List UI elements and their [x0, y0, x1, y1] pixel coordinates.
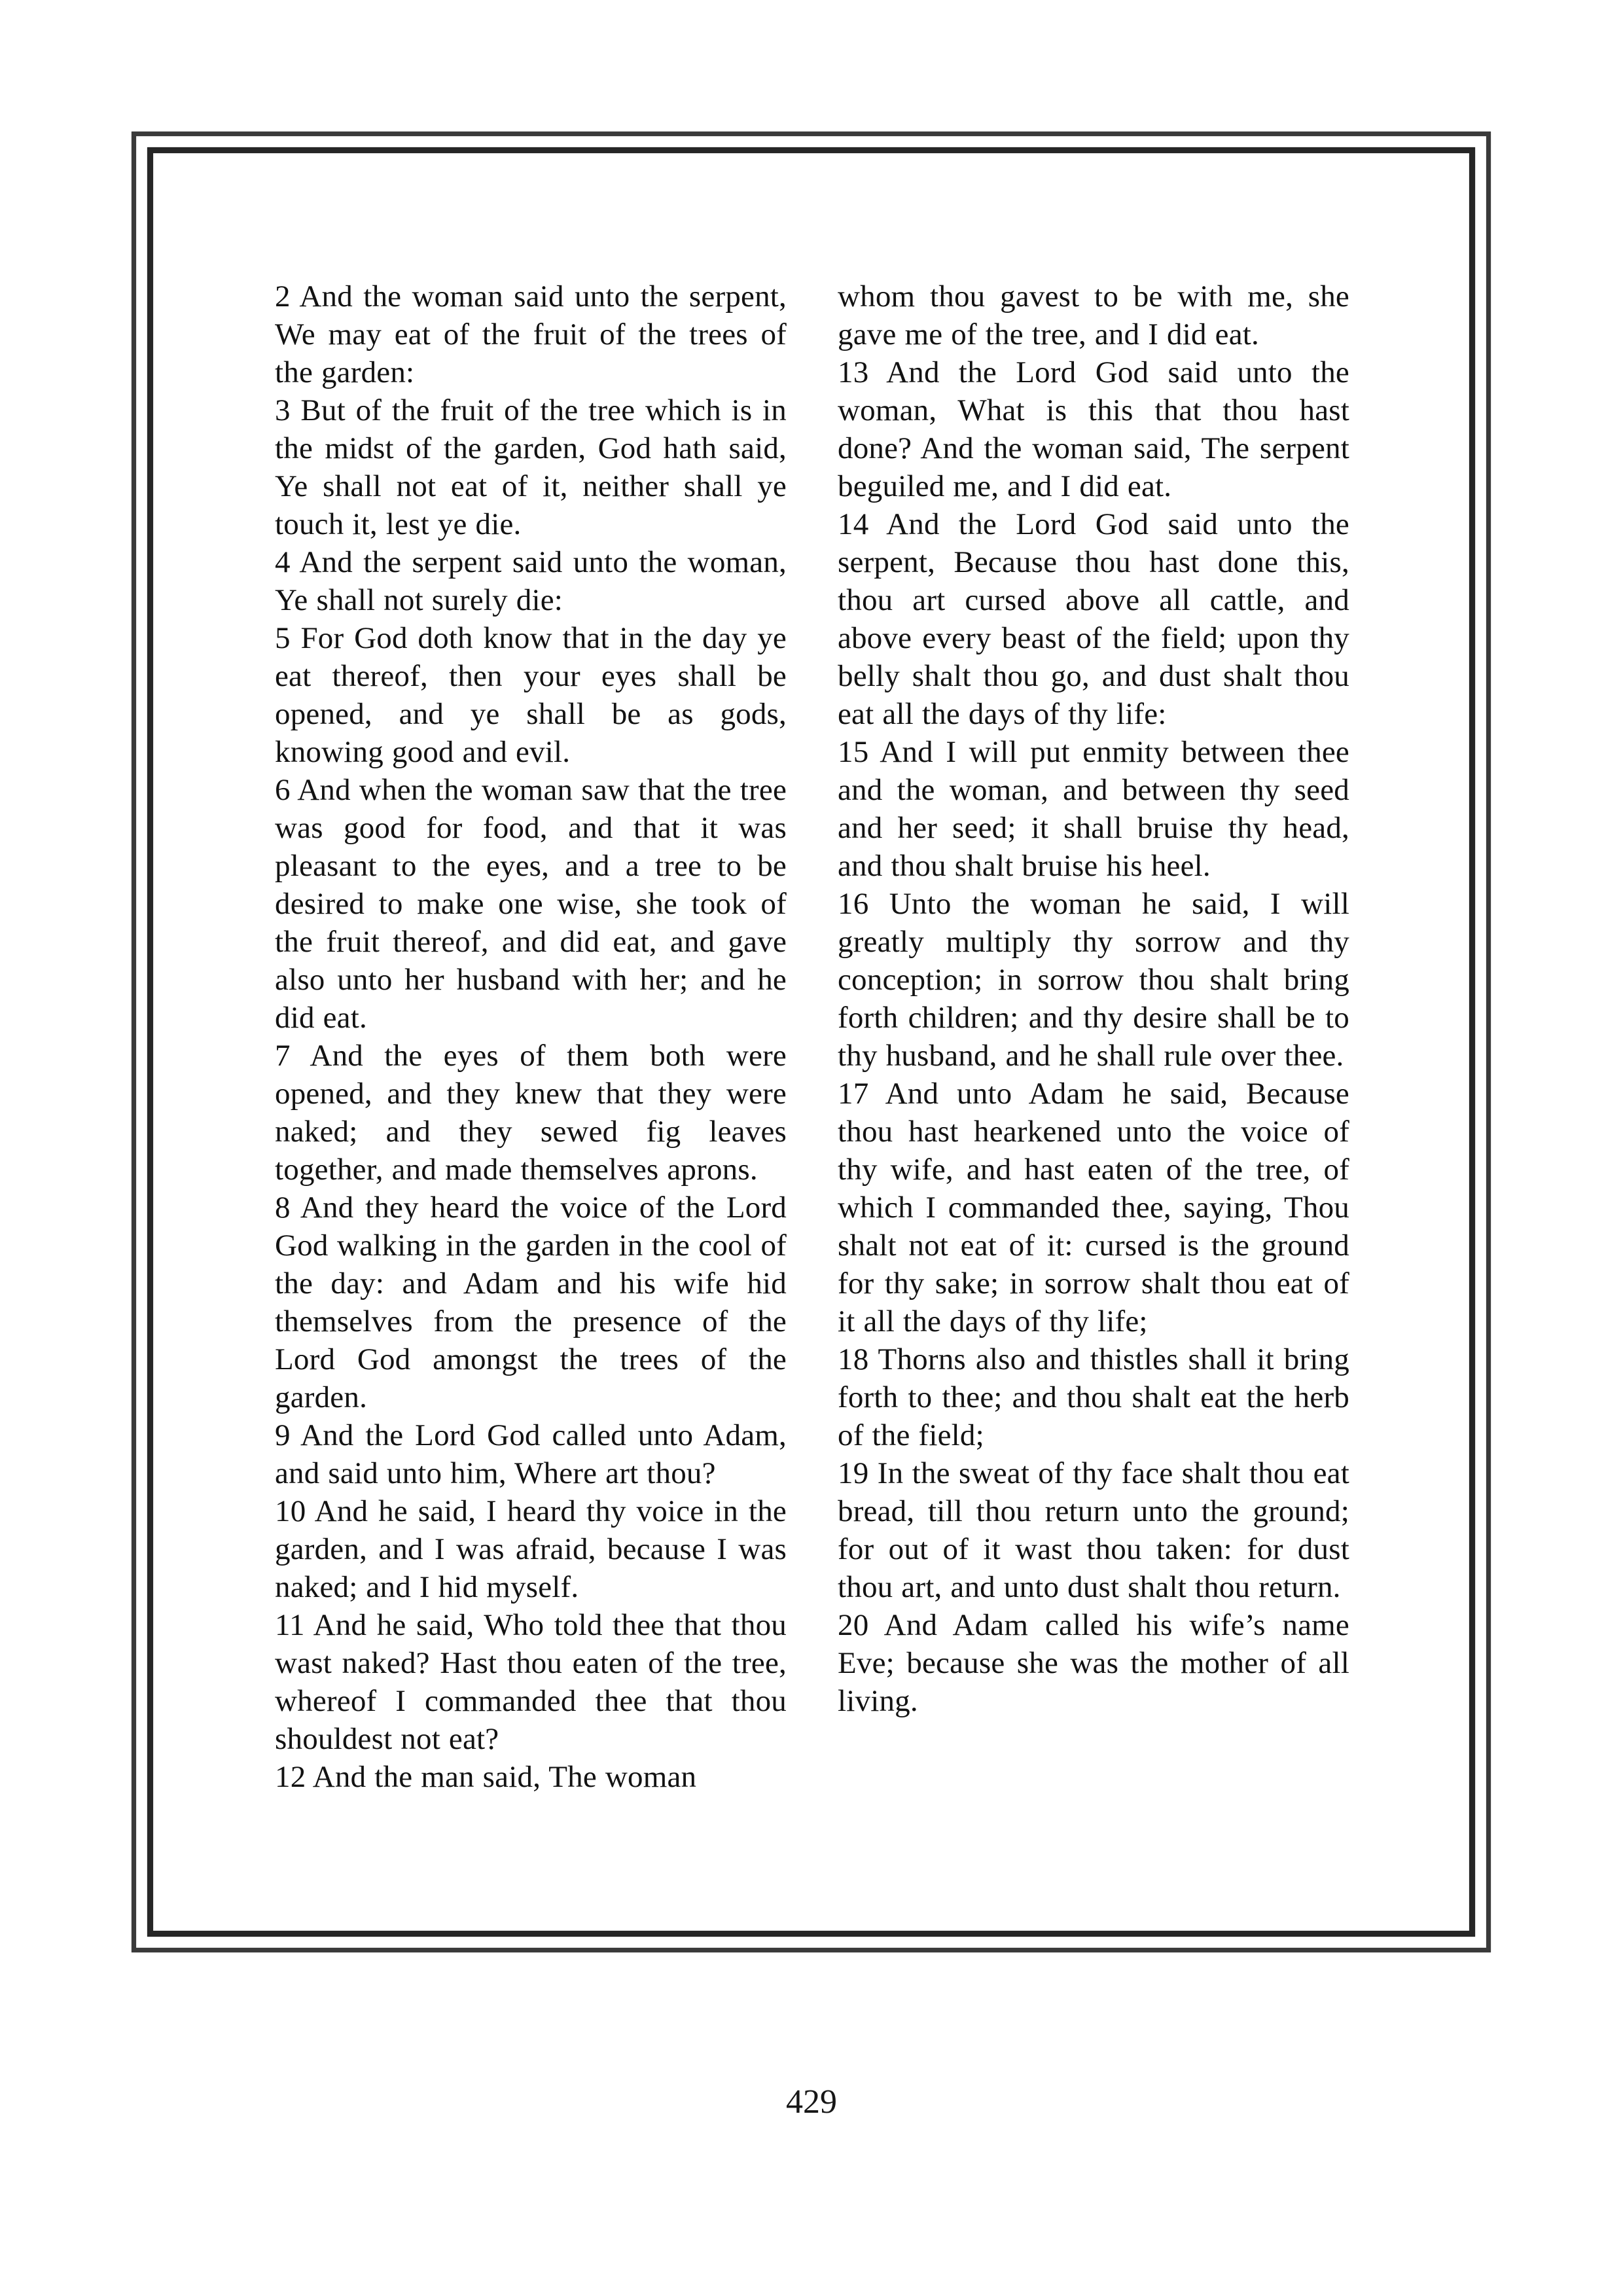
verse-14: 14 And the Lord God said unto the serpent, Because thou hast done this, thou art cursed above all cattle, and above every beast of the field; upon thy belly shalt thou go, and dust shalt thou eat all the days of thy life: — [838, 507, 1349, 731]
verse-6: 6 And when the woman saw that the tree was good for food, and that it was pleasant to the eyes, and a tree to be desired to make one wise, she took of the fruit thereof, and did eat, and gave also unto her husband with her; and he did eat. — [275, 773, 787, 1035]
verse-13: 13 And the Lord God said unto the woman, What is this that thou hast done? And the woman said, The serpent beguiled me, and I did eat. — [838, 355, 1349, 503]
text-columns — [275, 278, 1349, 1796]
page-number: 429 — [786, 2083, 837, 2121]
verse-10: 10 And he said, I heard thy voice in the garden, and I was afraid, because I was naked; and I hid myself. — [275, 1494, 787, 1604]
left-column — [275, 278, 787, 1796]
verse-4: 4 And the serpent said unto the woman, Ye shall not surely die: — [275, 545, 787, 617]
verse-12-part-1: 12 And the man said, The woman — [275, 1760, 697, 1794]
verse-18: 18 Thorns also and thistles shall it bring forth to thee; and thou shalt eat the herb of the field; — [838, 1342, 1349, 1452]
right-column — [838, 278, 1349, 1796]
verse-3: 3 But of the fruit of the tree which is in the midst of the garden, God hath said, Ye shall not eat of it, neither shall ye touch it, lest ye die. — [275, 393, 787, 541]
verse-12-part-2: whom thou gavest to be with me, she gave me of the tree, and I did eat. — [838, 279, 1349, 351]
verse-5: 5 For God doth know that in the day ye eat thereof, then your eyes shall be opened, and ye shall be as gods, knowing good and evil. — [275, 621, 787, 769]
verse-11: 11 And he said, Who told thee that thou wast naked? Hast thou eaten of the tree, whereof I commanded thee that thou shouldest not eat? — [275, 1608, 787, 1756]
verse-20: 20 And Adam called his wife’s name Eve; because she was the mother of all living. — [838, 1608, 1349, 1718]
verse-7: 7 And the eyes of them both were opened, and they knew that they were naked; and they sewed fig leaves together, and made themselves aprons. — [275, 1039, 787, 1187]
verse-15: 15 And I will put enmity between thee and the woman, and between thy seed and her seed; it shall bruise thy head, and thou shalt bruise his heel. — [838, 735, 1349, 883]
verse-9: 9 And the Lord God called unto Adam, and said unto him, Where art thou? — [275, 1418, 787, 1490]
verse-17: 17 And unto Adam he said, Because thou hast hearkened unto the voice of thy wife, and hast eaten of the tree, of which I commanded thee, saying, Thou shalt not eat of it: cursed is the ground for thy sake; in sorrow shalt thou eat of it all the days of thy life; — [838, 1077, 1349, 1338]
verse-16: 16 Unto the woman he said, I will greatly multiply thy sorrow and thy conception; in sorrow thou shalt bring forth children; and thy desire shall be to thy husband, and he shall rule over thee. — [838, 887, 1349, 1073]
verse-19: 19 In the sweat of thy face shalt thou eat bread, till thou return unto the ground; for out of it wast thou taken: for dust thou art, and unto dust shalt thou return. — [838, 1456, 1349, 1604]
verse-2: 2 And the woman said unto the serpent, We may eat of the fruit of the trees of the garden: — [275, 279, 787, 389]
verse-8: 8 And they heard the voice of the Lord God walking in the garden in the cool of the day: and Adam and his wife hid themselves from the presence of the Lord God amongst the trees of the garden. — [275, 1191, 787, 1414]
